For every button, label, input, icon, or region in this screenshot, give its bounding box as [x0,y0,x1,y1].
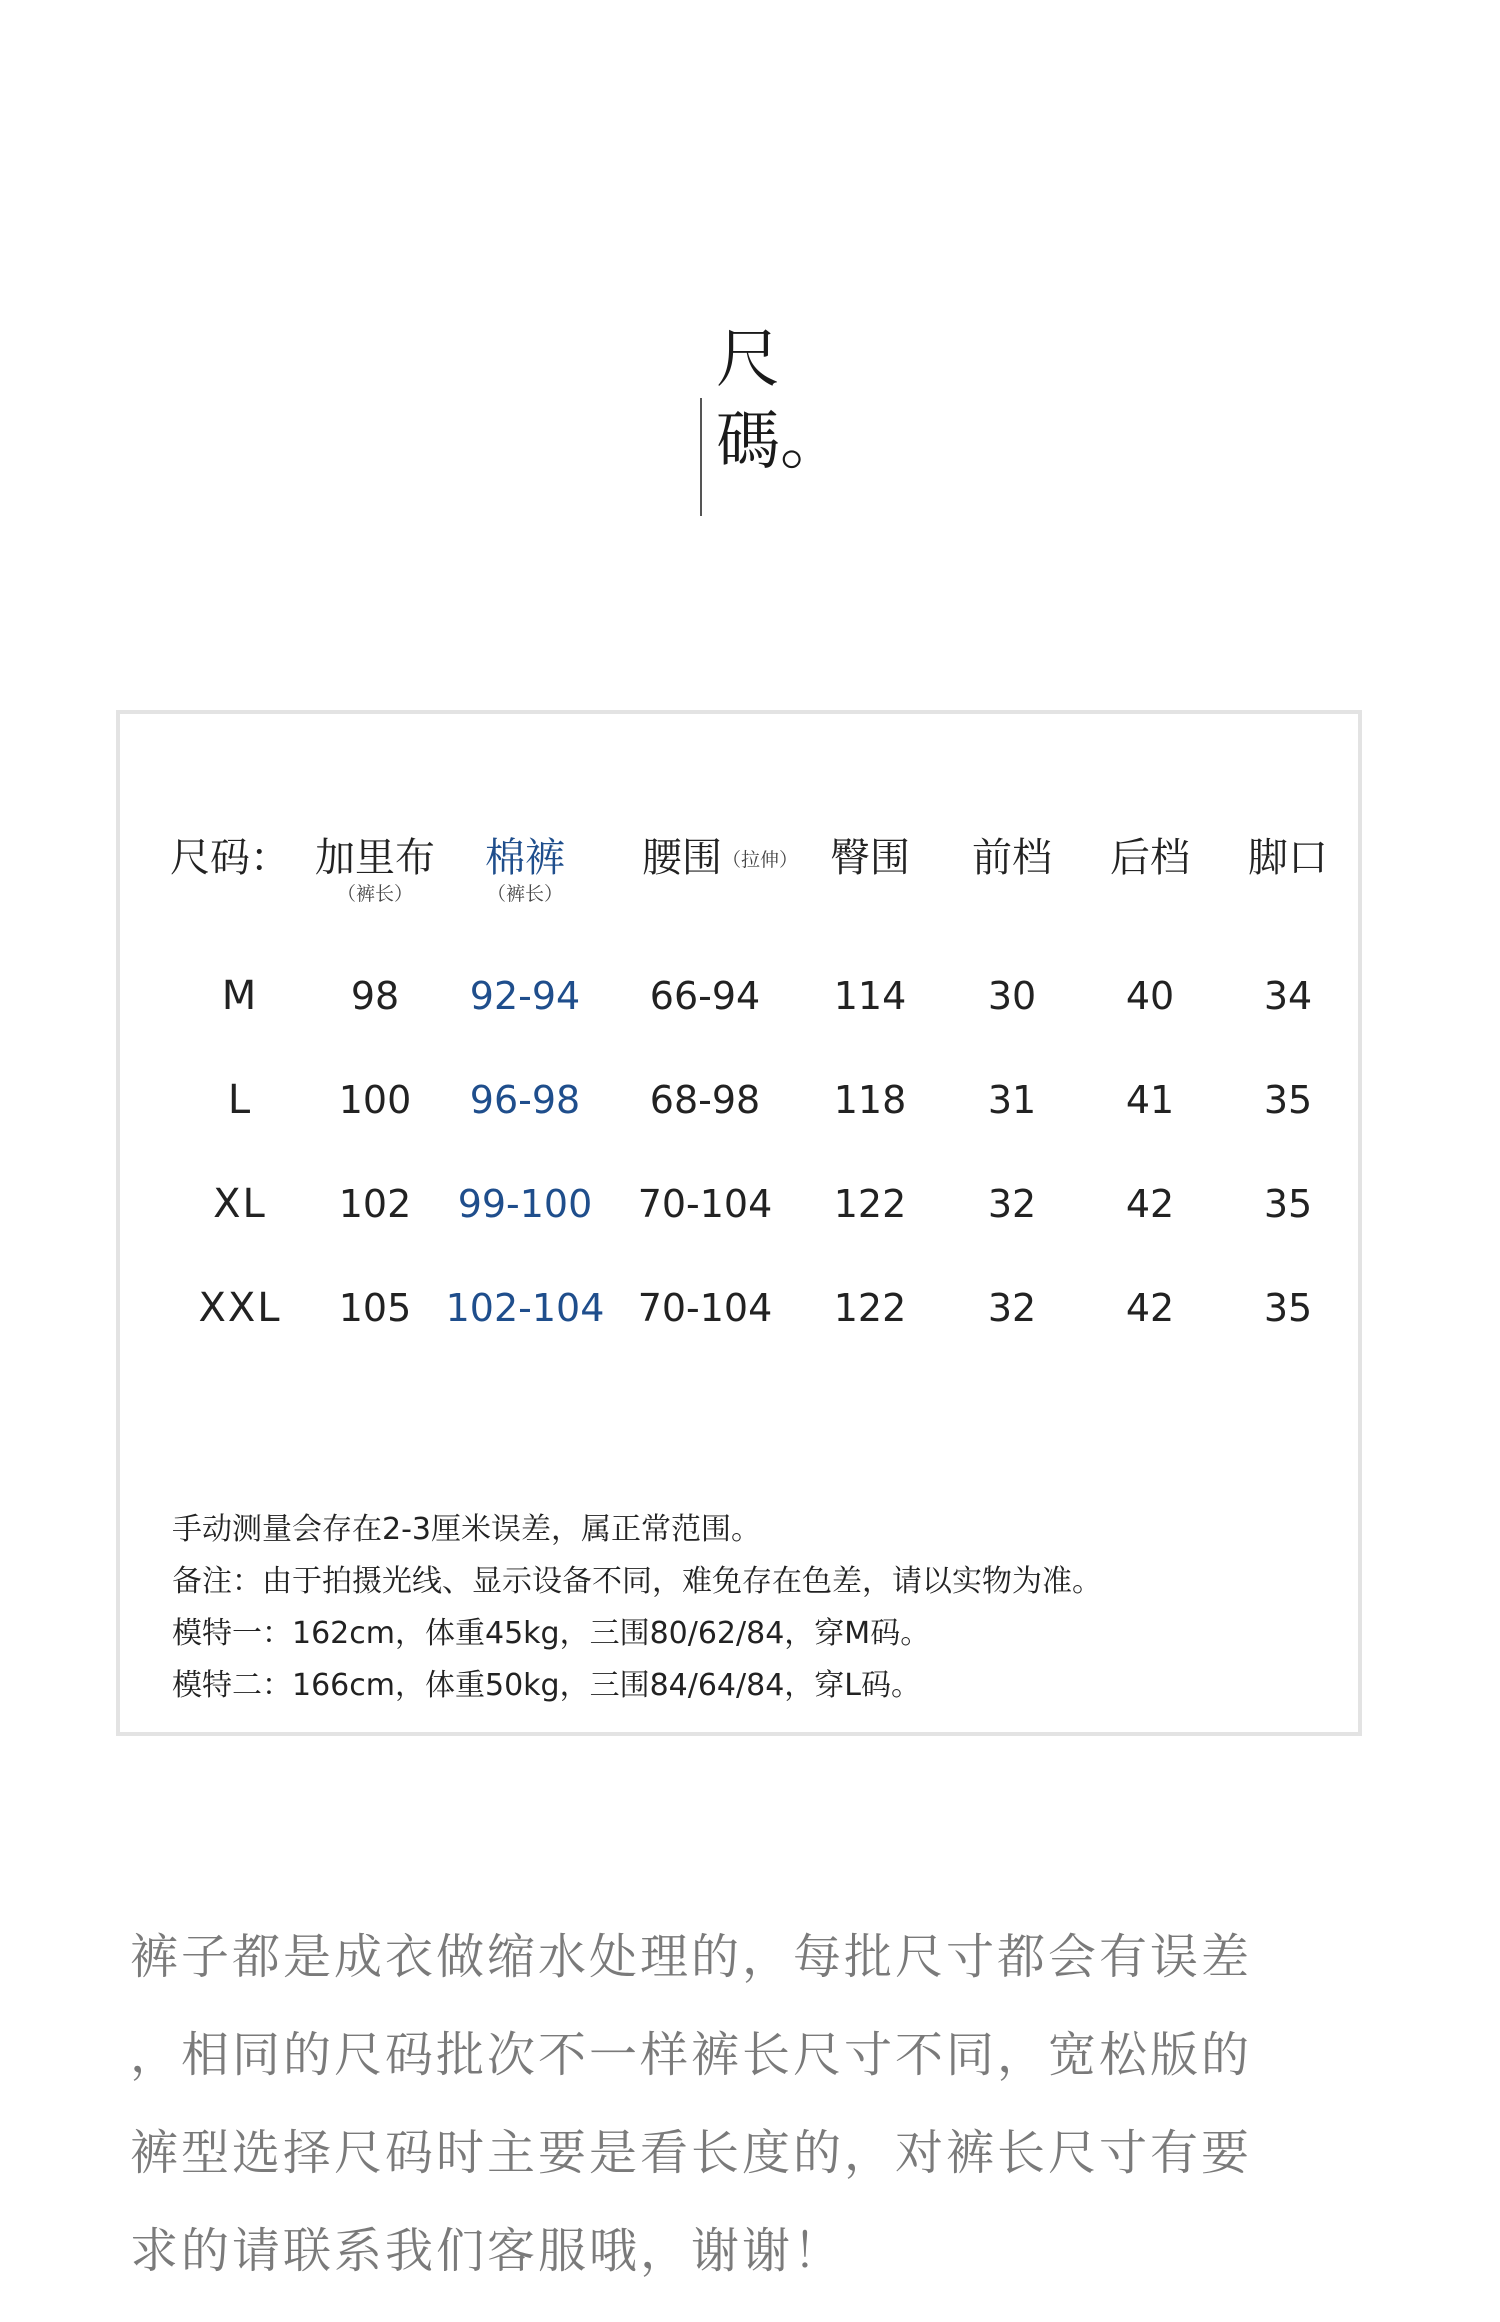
header-size: 尺码： [170,835,290,881]
header-lined-length: 加里布 （裤长） [315,835,435,905]
header-waist: 腰围（拉伸） [641,835,798,881]
size-cell: XXL [198,1285,282,1331]
note-model-two: 模特二：166cm，体重50kg，三围84/64/84，穿L码。 [172,1668,922,1703]
title-char-1: 尺 [716,323,780,397]
title-divider [700,398,702,516]
header-hip: 臀围 [830,835,910,881]
lined-length-cell: 102 [338,1182,412,1226]
front-rise-cell: 30 [987,974,1037,1018]
paragraph-line: 裤子都是成衣做缩水处理的，每批尺寸都会有误差 [130,1929,1253,1985]
hip-cell: 118 [833,1078,907,1122]
waist-cell: 66-94 [649,974,761,1018]
note-measurement-error: 手动测量会存在2-3厘米误差，属正常范围。 [172,1512,761,1547]
page-title [700,318,844,518]
lined-length-cell: 100 [338,1078,412,1122]
table-row [120,1174,1358,1234]
back-rise-cell: 42 [1125,1286,1175,1330]
waist-cell: 70-104 [637,1286,773,1330]
size-cell: L [227,1077,253,1123]
header-back-rise: 后档 [1110,835,1190,881]
cotton-length-cell: 96-98 [469,1078,581,1122]
lined-length-cell: 98 [350,974,400,1018]
front-rise-cell: 32 [987,1182,1037,1226]
header-leg-opening: 脚口 [1248,835,1328,881]
header-cotton-length: 棉裤 （裤长） [485,835,565,905]
back-rise-cell: 41 [1125,1078,1175,1122]
cotton-length-cell: 92-94 [469,974,581,1018]
size-notes [172,1504,1322,1712]
back-rise-cell: 40 [1125,974,1175,1018]
header-front-rise: 前档 [972,835,1052,881]
hip-cell: 114 [833,974,907,1018]
table-row [120,966,1358,1026]
shrinkage-notice [130,1908,1380,2300]
cotton-length-cell: 99-100 [457,1182,593,1226]
note-model-one: 模特一：162cm，体重45kg，三围80/62/84，穿M码。 [172,1616,931,1651]
paragraph-line: ，相同的尺码批次不一样裤长尺寸不同，宽松版的 [130,2027,1253,2083]
size-cell: M [221,973,259,1019]
table-row [120,1278,1358,1338]
waist-cell: 70-104 [637,1182,773,1226]
leg-opening-cell: 35 [1263,1182,1313,1226]
size-chart-card [116,710,1362,1736]
paragraph-line: 求的请联系我们客服哦，谢谢！ [130,2223,845,2279]
leg-opening-cell: 35 [1263,1078,1313,1122]
back-rise-cell: 42 [1125,1182,1175,1226]
lined-length-cell: 105 [338,1286,412,1330]
note-color-disclaimer: 备注：由于拍摄光线、显示设备不同，难免存在色差，请以实物为准。 [172,1564,1102,1599]
size-cell: XL [213,1181,267,1227]
paragraph-line: 裤型选择尺码时主要是看长度的，对裤长尺寸有要 [130,2125,1253,2181]
leg-opening-cell: 35 [1263,1286,1313,1330]
title-char-2: 碼。 [716,405,844,479]
table-row [120,1070,1358,1130]
leg-opening-cell: 34 [1263,974,1313,1018]
hip-cell: 122 [833,1182,907,1226]
front-rise-cell: 31 [987,1078,1037,1122]
cotton-length-cell: 102-104 [445,1286,605,1330]
front-rise-cell: 32 [987,1286,1037,1330]
waist-cell: 68-98 [649,1078,761,1122]
hip-cell: 122 [833,1286,907,1330]
